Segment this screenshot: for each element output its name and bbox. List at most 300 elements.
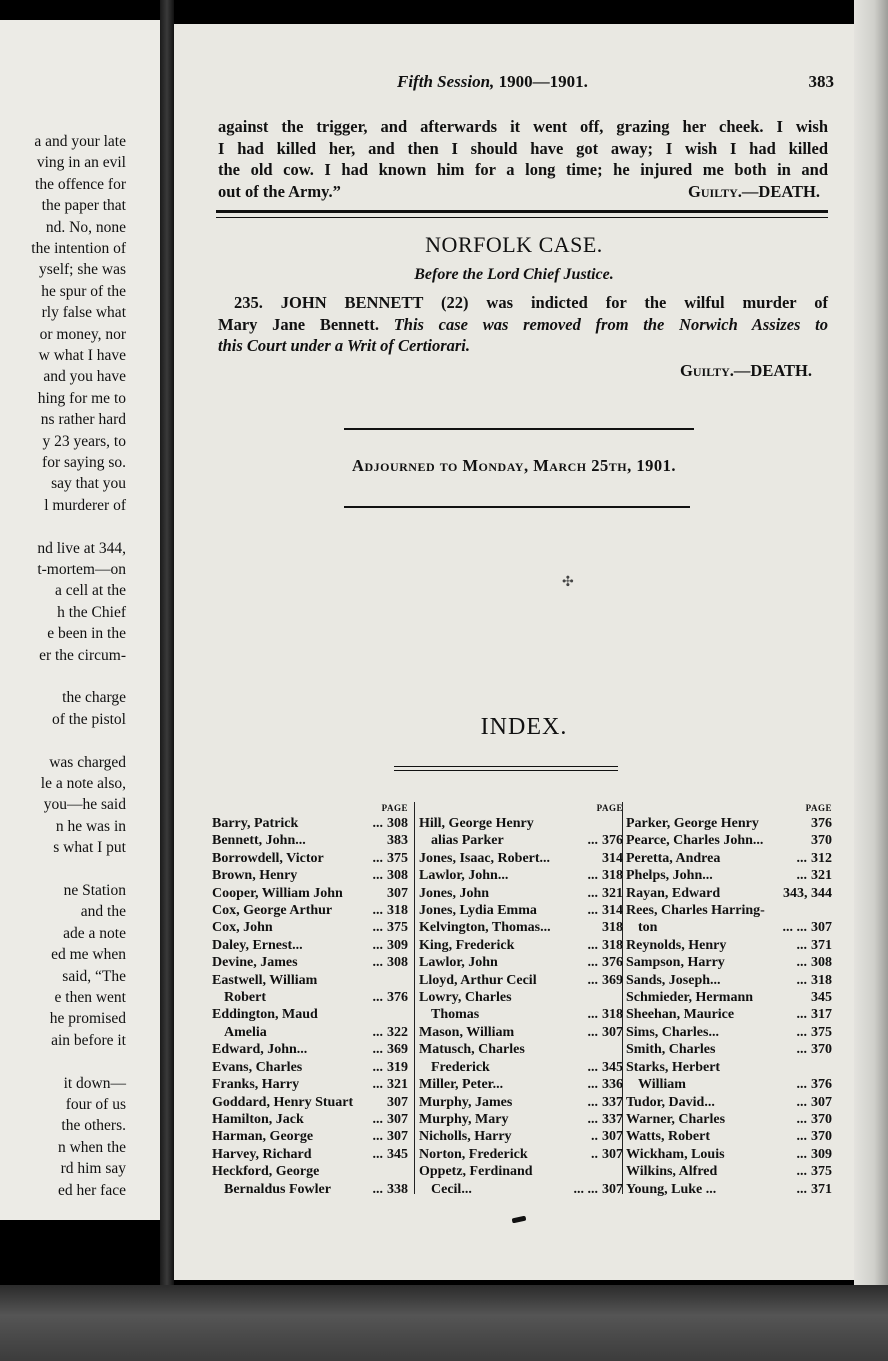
text-line: the old cow. I had known him for a long time; he injured me both in and: [218, 160, 828, 179]
text-line: against the trigger, and afterwards it went off, grazing her cheek. I wish: [218, 117, 828, 136]
page-label: PAGE: [805, 803, 832, 813]
entry-name: Norton, Frederick: [419, 1146, 528, 1162]
entry-name: Harman, George: [212, 1129, 314, 1145]
entry-name: Schmieder, Hermann: [626, 990, 754, 1006]
left-page-line: rly false what: [41, 304, 126, 322]
entry-leader: [720, 885, 783, 902]
index-entry: [626, 832, 832, 849]
index-entry: [626, 885, 832, 902]
entry-name: Devine, James: [212, 955, 298, 971]
index-entry: [212, 1006, 408, 1023]
index-title: INDEX.: [480, 714, 568, 740]
entry-name: Thomas: [431, 1007, 480, 1023]
index-entry: [419, 954, 623, 971]
index-entry: [626, 850, 832, 867]
entry-leader: ..: [591, 1146, 598, 1162]
entry-page: 375: [811, 1024, 832, 1040]
entry-page: 322: [387, 1024, 408, 1040]
index-entry: [212, 867, 408, 884]
index-entry: [419, 1163, 623, 1180]
entry-leader: ...: [372, 868, 383, 884]
entry-page: 345: [811, 990, 832, 1006]
index-column: [212, 802, 408, 1198]
index-entry: [419, 1128, 623, 1145]
entry-leader: ...: [587, 1007, 598, 1023]
left-page-line: ain before it: [51, 1031, 126, 1049]
index-entry: [212, 989, 408, 1006]
entry-name: Jones, Lydia Emma: [419, 903, 537, 919]
text-line: [218, 181, 828, 203]
entry-page: 337: [602, 1094, 623, 1110]
entry-leader: ...: [372, 1077, 383, 1093]
index-entry: [626, 937, 832, 954]
left-page-line: e been in the: [47, 625, 126, 643]
right-page: [174, 24, 854, 1280]
entry-name: Robert: [224, 990, 266, 1006]
left-page-line: hing for me to: [37, 389, 126, 407]
entry-leader: ...: [587, 972, 598, 988]
index-entry: [212, 850, 408, 867]
entry-name: Oppetz, Ferdinand: [419, 1164, 533, 1180]
left-page-line: nd. No, none: [45, 218, 126, 236]
entry-page: 307: [811, 1094, 832, 1110]
entry-page: 309: [811, 1146, 832, 1162]
left-page-line: for saying so.: [42, 454, 126, 471]
entry-name: Wilkins, Alfred: [626, 1164, 718, 1180]
entry-name: Jones, Isaac, Robert...: [419, 850, 551, 866]
entry-page: 321: [602, 885, 623, 901]
ink-mark: [512, 1216, 527, 1224]
entry-name: Sampson, Harry: [626, 955, 725, 971]
entry-leader: [306, 832, 387, 849]
left-page-line: n he was in: [55, 817, 126, 835]
entry-leader: ...: [372, 1111, 383, 1127]
entry-name: William: [638, 1077, 686, 1093]
text-line: 235. JOHN BENNETT (22) was indicted for the wilful murder of: [234, 293, 828, 312]
left-page-line: ade a note: [63, 924, 126, 942]
index-entry: [419, 885, 623, 902]
index-entry: [419, 919, 623, 936]
text-line: Mary Jane Bennett. This case was removed from the Norwich Assizes to: [218, 314, 828, 334]
entry-leader: ...: [372, 1181, 383, 1197]
entry-name: Heckford, George: [212, 1164, 320, 1180]
entry-page: 337: [602, 1111, 623, 1127]
left-page-line: a and your late: [34, 133, 126, 150]
session-title: Fifth Session, 1900—1901.: [397, 72, 588, 91]
entry-name: Franks, Harry: [212, 1077, 300, 1093]
left-page-line: the others.: [61, 1117, 126, 1135]
index-entry: [419, 832, 623, 849]
index-entry: [212, 1111, 408, 1128]
left-page-line: said, “The: [62, 967, 126, 985]
entry-page: 376: [602, 833, 623, 849]
entry-leader: [551, 919, 602, 936]
divider-rule: [344, 506, 690, 508]
left-page-line: le a note also,: [40, 775, 126, 792]
left-page-line: the offence for: [35, 175, 126, 193]
entry-page: 308: [811, 955, 832, 971]
entry-leader: ...: [372, 920, 383, 936]
entry-name: Lawlor, John: [419, 955, 498, 971]
entry-page: 376: [387, 990, 408, 1006]
text-line-end: out of the Army.”: [218, 181, 341, 201]
entry-leader: ...: [372, 816, 383, 831]
entry-page: 375: [387, 920, 408, 936]
left-page-line: and the: [80, 903, 126, 921]
text-line: I had killed her, and then I should have got away; I wish I had killed: [218, 138, 828, 158]
entry-leader: [550, 850, 602, 867]
left-page-line: w what I have: [38, 347, 126, 364]
index-entry: [626, 1146, 832, 1163]
entry-leader: ...: [796, 1024, 807, 1040]
entry-page: 312: [811, 850, 832, 866]
index-entry: [419, 1111, 623, 1128]
entry-page: 370: [811, 1111, 832, 1127]
entry-page: 338: [387, 1181, 408, 1197]
page-label: PAGE: [381, 803, 408, 813]
continuation-text: [218, 116, 828, 202]
entry-leader: ...: [796, 1077, 807, 1093]
index-entry: [212, 937, 408, 954]
index-entry: [212, 954, 408, 971]
entry-name: ton: [638, 920, 658, 936]
left-page-line: nd live at 344,: [37, 539, 126, 557]
entry-leader: [319, 1163, 408, 1180]
index-entry: [212, 815, 408, 832]
index-entry: [626, 1181, 832, 1198]
left-page-line: was charged: [49, 753, 126, 771]
left-page-line: it down—: [63, 1074, 126, 1092]
page-number: 383: [808, 72, 834, 91]
entry-name: Jones, John: [419, 885, 490, 901]
entry-name: Peretta, Andrea: [626, 850, 721, 866]
entry-leader: [525, 1041, 623, 1058]
entry-leader: [317, 972, 408, 989]
entry-name: Murphy, Mary: [419, 1111, 509, 1127]
index-entry: [212, 1076, 408, 1093]
left-page-line: s what I put: [53, 839, 126, 857]
entry-leader: ...: [796, 1111, 807, 1127]
entry-page: 308: [387, 868, 408, 884]
entry-name: Barry, Patrick: [212, 816, 299, 831]
entry-name: King, Frederick: [419, 937, 515, 953]
left-page-line: y 23 years, to: [42, 432, 126, 450]
index-entry: [212, 1041, 408, 1058]
index-column: [626, 802, 832, 1198]
entry-page: 307: [387, 1111, 408, 1127]
left-page-line: rd him say: [60, 1160, 126, 1178]
case-verdict: Guilty.—DEATH.: [680, 360, 812, 380]
adjournment-note: Adjourned to Monday, March 25th, 1901.: [352, 456, 676, 475]
entry-page: 307: [602, 1146, 623, 1162]
section-rule: [216, 210, 828, 213]
entry-page: 308: [387, 955, 408, 971]
entry-leader: ...: [587, 1024, 598, 1040]
index-entry: [212, 1024, 408, 1041]
entry-page: 371: [811, 937, 832, 953]
left-page-line: t-mortem—on: [37, 561, 126, 578]
entry-leader: ...: [796, 1129, 807, 1145]
entry-name: Nicholls, Harry: [419, 1129, 512, 1145]
index-entry: [212, 1128, 408, 1145]
entry-page: 307: [602, 1181, 623, 1197]
index-entry: [212, 902, 408, 919]
entry-name: Harvey, Richard: [212, 1146, 312, 1162]
index-entry: [419, 867, 623, 884]
index-entry: [212, 885, 408, 902]
entry-page: 345: [602, 1059, 623, 1075]
entry-name: Amelia: [224, 1024, 267, 1040]
left-page-line: the paper that: [41, 197, 126, 215]
entry-name: Sands, Joseph...: [626, 972, 721, 988]
entry-name: Miller, Peter...: [419, 1077, 504, 1093]
index-entry: [626, 972, 832, 989]
text-line: this Court under a Writ of Certiorari.: [218, 336, 471, 355]
left-page-line: l murderer of: [44, 496, 126, 514]
index-entry: [626, 867, 832, 884]
left-page-line: ne Station: [63, 882, 126, 899]
index-entry: [419, 1094, 623, 1111]
entry-name: Sims, Charles...: [626, 1024, 719, 1040]
index-entry: [626, 1059, 832, 1076]
index-entry: [419, 815, 623, 832]
entry-leader: ...: [372, 1059, 383, 1075]
entry-name: Reynolds, Henry: [626, 937, 727, 953]
entry-page: 336: [602, 1077, 623, 1093]
left-facing-page: [0, 20, 160, 1220]
entry-name: Edward, John...: [212, 1042, 308, 1058]
entry-leader: ...: [372, 903, 383, 919]
entry-page: 345: [387, 1146, 408, 1162]
entry-page: 308: [387, 816, 408, 831]
entry-leader: ...: [587, 903, 598, 919]
entry-leader: ...: [796, 1042, 807, 1058]
entry-page: 318: [602, 868, 623, 884]
entry-name: Cecil...: [431, 1181, 472, 1197]
page-label: PAGE: [596, 803, 623, 813]
page-edge: [854, 0, 888, 1290]
entry-leader: ...: [796, 937, 807, 953]
entry-name: Pearce, Charles John...: [626, 833, 764, 849]
entry-name: Frederick: [431, 1059, 490, 1075]
left-page-line: the intention of: [31, 240, 126, 257]
entry-page: 318: [811, 972, 832, 988]
index-entry: [419, 1041, 623, 1058]
entry-name: Lawlor, John...: [419, 868, 509, 884]
entry-name: Starks, Herbert: [626, 1059, 721, 1075]
left-page-line: e then went: [54, 989, 126, 1006]
entry-leader: [512, 989, 623, 1006]
entry-page: 370: [811, 833, 832, 849]
column-divider: [414, 802, 415, 1194]
index-entry: [212, 1094, 408, 1111]
entry-page: 376: [811, 1077, 832, 1093]
left-page-line: h the Chief: [57, 603, 126, 621]
index-entry: [212, 1163, 408, 1180]
entry-leader: ...: [587, 937, 598, 953]
entry-name: Borrowdell, Victor: [212, 850, 324, 866]
index-entry: [212, 1146, 408, 1163]
entry-leader: ...: [372, 955, 383, 971]
index-entry: [626, 902, 832, 919]
entry-page: 307: [602, 1024, 623, 1040]
entry-name: Eastwell, William: [212, 972, 318, 988]
entry-name: Matusch, Charles: [419, 1042, 525, 1058]
entry-name: Brown, Henry: [212, 868, 298, 884]
entry-name: Watts, Robert: [626, 1129, 710, 1145]
entry-leader: ...: [796, 972, 807, 988]
entry-page: 307: [387, 1129, 408, 1145]
entry-name: Kelvington, Thomas...: [419, 920, 551, 936]
entry-name: Cooper, William John: [212, 885, 343, 901]
index-entry: [626, 954, 832, 971]
entry-name: alias Parker: [431, 833, 504, 849]
left-page-line: say that you: [51, 475, 126, 493]
entry-leader: ... ...: [573, 1181, 598, 1197]
entry-leader: ...: [796, 850, 807, 866]
entry-leader: ...: [796, 1181, 807, 1197]
entry-name: Evans, Charles: [212, 1059, 303, 1075]
entry-leader: [318, 1006, 408, 1023]
left-page-line: four of us: [65, 1096, 126, 1113]
index-entry: [626, 1094, 832, 1111]
entry-name: Phelps, John...: [626, 868, 713, 884]
entry-page: 307: [387, 885, 408, 901]
index-entry: [419, 902, 623, 919]
entry-leader: ... ...: [782, 920, 807, 936]
entry-page: 383: [387, 833, 408, 849]
entry-leader: ...: [372, 990, 383, 1006]
index-entry: [626, 989, 832, 1006]
entry-name: Bernaldus Fowler: [224, 1181, 331, 1197]
entry-name: Murphy, James: [419, 1094, 513, 1110]
entry-page: 321: [387, 1077, 408, 1093]
entry-leader: [759, 815, 811, 832]
index-entry: [212, 1181, 408, 1198]
entry-leader: ...: [372, 1146, 383, 1162]
entry-page: 307: [811, 920, 832, 936]
left-page-line: or money, nor: [39, 325, 126, 343]
entry-leader: [343, 885, 387, 902]
index-rule: [394, 770, 618, 771]
entry-name: Lowry, Charles: [419, 990, 512, 1006]
left-page-line: ed me when: [51, 946, 126, 964]
index-entry: [419, 989, 623, 1006]
entry-leader: [534, 815, 623, 832]
left-page-line: and you have: [43, 368, 126, 386]
entry-name: Warner, Charles: [626, 1111, 726, 1127]
entry-leader: ...: [796, 1094, 807, 1110]
entry-leader: ...: [796, 1164, 807, 1180]
index-entry: [626, 1076, 832, 1093]
left-page-line: of the pistol: [51, 710, 126, 728]
entry-page: 307: [602, 1129, 623, 1145]
entry-leader: ...: [587, 1111, 598, 1127]
index-entry: [419, 1059, 623, 1076]
entry-leader: ...: [796, 1007, 807, 1023]
index-entry: [626, 1111, 832, 1128]
entry-page: 314: [602, 903, 623, 919]
entry-name: Bennett, John...: [212, 833, 306, 849]
entry-page: 318: [602, 1007, 623, 1023]
entry-name: Cox, George Arthur: [212, 903, 333, 919]
entry-leader: ...: [587, 955, 598, 971]
entry-page: 309: [387, 937, 408, 953]
index-entry: [419, 1006, 623, 1023]
entry-page: 319: [387, 1059, 408, 1075]
entry-leader: ...: [372, 1024, 383, 1040]
entry-page: 370: [811, 1129, 832, 1145]
index-entry: [626, 815, 832, 832]
entry-page: 375: [811, 1164, 832, 1180]
entry-page: 318: [387, 903, 408, 919]
index-entry: [419, 1076, 623, 1093]
entry-name: Cox, John: [212, 920, 273, 936]
entry-page: 317: [811, 1007, 832, 1023]
entry-page: 321: [811, 868, 832, 884]
entry-leader: ...: [587, 833, 598, 849]
left-page-line: the charge: [62, 689, 126, 707]
entry-leader: ...: [372, 1129, 383, 1145]
entry-page: 369: [387, 1042, 408, 1058]
left-page-line: he promised: [49, 1010, 126, 1028]
entry-page: 318: [602, 920, 623, 936]
verdict: Guilty.—DEATH.: [688, 181, 820, 201]
index-entry: [212, 919, 408, 936]
index-column: [419, 802, 623, 1198]
entry-page: 375: [387, 850, 408, 866]
entry-leader: ...: [796, 955, 807, 971]
left-page-line: a cell at the: [55, 582, 126, 600]
index-entry: [419, 937, 623, 954]
entry-page: 376: [602, 955, 623, 971]
left-page-line: n when the: [57, 1138, 126, 1156]
index-entry: [212, 972, 408, 989]
entry-page: 370: [811, 1042, 832, 1058]
entry-leader: ...: [796, 868, 807, 884]
entry-name: Smith, Charles: [626, 1042, 716, 1058]
entry-leader: [533, 1163, 623, 1180]
index-entry: [626, 919, 832, 936]
entry-leader: ...: [587, 1094, 598, 1110]
entry-page: 371: [811, 1181, 832, 1197]
case-text: [218, 292, 828, 381]
index-entry: [626, 1041, 832, 1058]
entry-name: Parker, George Henry: [626, 816, 759, 831]
index-entry: [419, 850, 623, 867]
entry-leader: ...: [587, 1059, 598, 1075]
index-entry: [626, 1024, 832, 1041]
entry-name: Wickham, Louis: [626, 1146, 725, 1162]
entry-leader: ...: [796, 1146, 807, 1162]
index-entry: [212, 832, 408, 849]
entry-name: Goddard, Henry Stuart: [212, 1094, 354, 1110]
entry-leader: ...: [372, 850, 383, 866]
entry-leader: ...: [587, 1077, 598, 1093]
index-entry: [626, 1128, 832, 1145]
entry-leader: ...: [587, 885, 598, 901]
entry-name: Eddington, Maud: [212, 1007, 318, 1023]
entry-name: Sheehan, Maurice: [626, 1007, 735, 1023]
left-page-line: you—he said: [43, 796, 126, 814]
left-page-line: yself; she was: [39, 261, 126, 279]
ornament-icon: ✣: [562, 575, 574, 590]
left-page-line: er the circum-: [39, 646, 126, 664]
entry-name: Rayan, Edward: [626, 885, 721, 901]
section-rule-thin: [216, 217, 828, 218]
case-judge: Before the Lord Chief Justice.: [414, 266, 614, 283]
entry-page: 318: [602, 937, 623, 953]
